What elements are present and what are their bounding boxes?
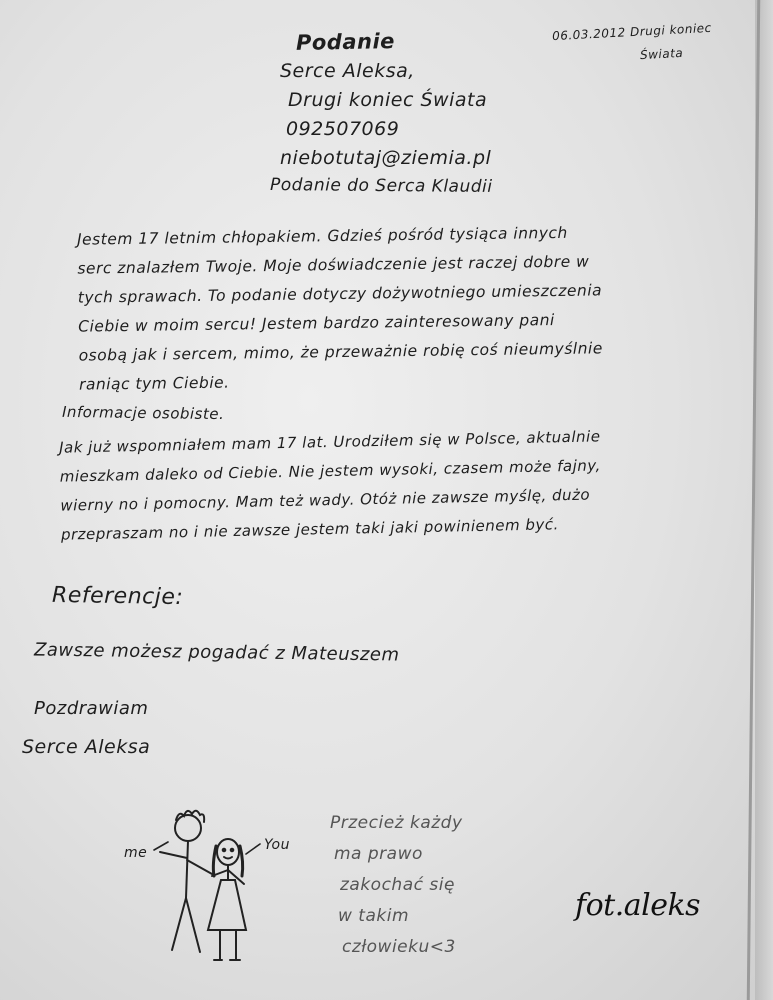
letter-date: 06.03.2012 Drugi koniec: [551, 20, 713, 44]
quote-line: zakochać się: [340, 875, 455, 895]
info-heading: Informacje osobiste.: [61, 402, 225, 424]
references-heading: Referencje:: [51, 582, 184, 611]
quote-line: człowieku<3: [342, 937, 456, 957]
paragraph-line: Ciebie w moim sercu! Jestem bardzo zainteresowany pani: [78, 311, 555, 336]
paragraph-line: serc znalazłem Twoje. Moje doświadczenie jest raczej dobre w: [77, 252, 590, 278]
sender-address: Drugi koniec Świata: [288, 89, 488, 111]
paragraph-line: tych sprawach. To podanie dotyczy dożywotniego umieszczenia: [77, 281, 603, 307]
photo-watermark: fot.aleks: [575, 888, 701, 923]
info-line: wierny no i pomocny. Mam też wady. Otóż nie zawsze myślę, dużo: [60, 485, 591, 515]
stick-figure-girl: [208, 839, 246, 960]
label-me: me: [124, 845, 148, 861]
info-paragraph: [59, 422, 603, 549]
info-line: przepraszam no i nie zawsze jestem taki jaki powinienem być.: [60, 515, 559, 544]
info-line: Jak już wspomniałem mam 17 lat. Urodziłem się w Polsce, aktualnie: [58, 427, 601, 457]
paragraph-line: Jestem 17 letnim chłopakiem. Gdzieś pośród tysiąca innych: [76, 223, 568, 249]
info-line: mieszkam daleko od Ciebie. Nie jestem wysoki, czasem może fajny,: [59, 456, 601, 486]
quote-line: w takim: [338, 906, 410, 926]
quote-line: ma prawo: [334, 844, 423, 864]
letter-date-place: Świata: [639, 45, 684, 63]
references-text: Zawsze możesz pogadać z Mateuszem: [33, 639, 400, 666]
quote-line: Przecież każdy: [330, 813, 463, 833]
sender-name: Serce Aleksa,: [280, 60, 415, 82]
letter-title: Podanie: [295, 29, 396, 55]
signature: Serce Aleksa: [22, 736, 151, 758]
paragraph-line: raniąc tym Ciebie.: [78, 373, 230, 394]
stick-figure-boy: [160, 811, 212, 952]
sender-email: niebotutaj@ziemia.pl: [280, 147, 492, 169]
label-arrows: [154, 842, 260, 854]
paragraph-line: osobą jak i sercem, mimo, że przeważnie robię coś nieumyślnie: [78, 339, 603, 365]
intro-paragraph: [77, 218, 604, 399]
quote-note: [330, 808, 463, 963]
sender-phone: 092507069: [286, 118, 400, 140]
letter-subject: Podanie do Serca Klaudii: [269, 175, 493, 197]
label-you: You: [264, 837, 290, 853]
greeting: Pozdrawiam: [34, 698, 149, 719]
stick-figures-drawing: [150, 800, 300, 970]
sender-block: [280, 62, 491, 178]
